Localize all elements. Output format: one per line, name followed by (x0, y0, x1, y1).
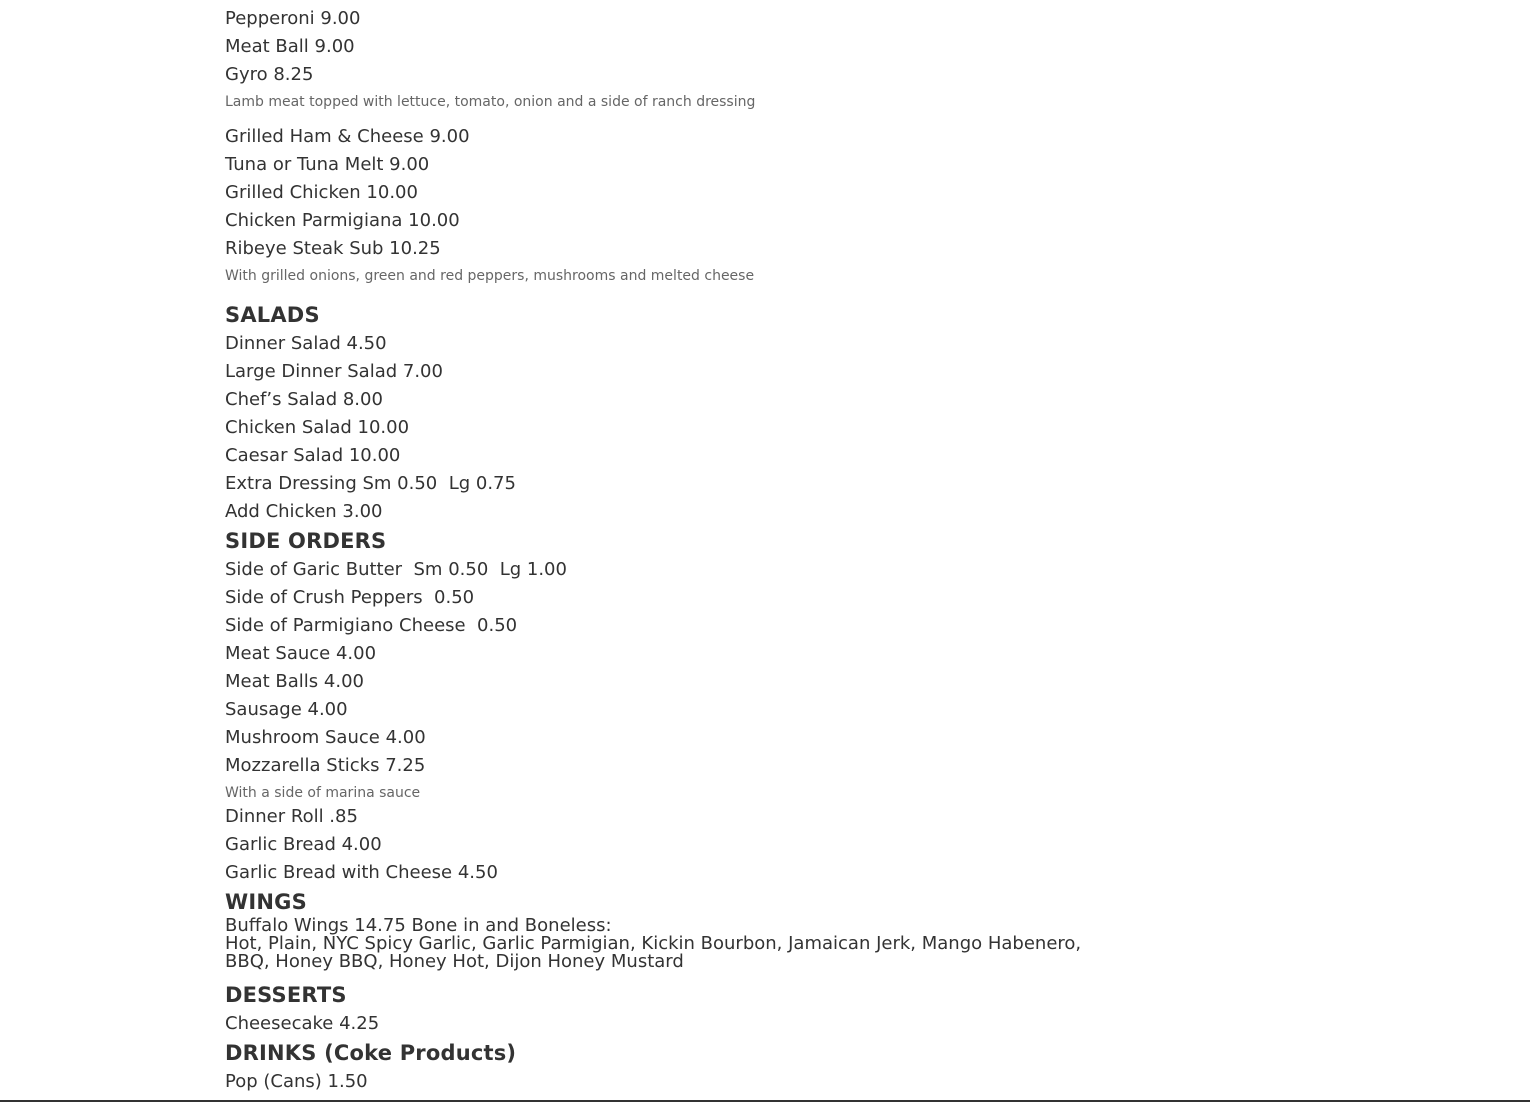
menu-item: Cheesecake 4.25 (225, 1013, 380, 1034)
menu-item: Side of Garic Butter Sm 0.50 Lg 1.00 (225, 559, 567, 580)
section-heading-wings: WINGS (225, 890, 307, 914)
section-heading-salads: SALADS (225, 303, 320, 327)
menu-item: Ribeye Steak Sub 10.25 (225, 238, 441, 259)
wings-line: Buffalo Wings 14.75 Bone in and Boneless: (225, 915, 612, 936)
section-heading-drinks: DRINKS (Coke Products) (225, 1041, 517, 1065)
section-heading-desserts: DESSERTS (225, 983, 347, 1007)
menu-item: Side of Crush Peppers 0.50 (225, 587, 475, 608)
item-description: With grilled onions, green and red peppers, mushrooms and melted cheese (225, 268, 755, 284)
menu-item: Grilled Ham & Cheese 9.00 (225, 126, 470, 147)
menu-item: Extra Dressing Sm 0.50 Lg 0.75 (225, 473, 516, 494)
menu-item: Meat Balls 4.00 (225, 671, 364, 692)
menu-item: Dinner Roll .85 (225, 806, 358, 827)
menu-item: Grilled Chicken 10.00 (225, 182, 418, 203)
menu-item: Large Dinner Salad 7.00 (225, 361, 443, 382)
section-heading-side-orders: SIDE ORDERS (225, 529, 387, 553)
menu-item: Caesar Salad 10.00 (225, 445, 401, 466)
item-description: With a side of marina sauce (225, 785, 421, 801)
menu-item: Chicken Salad 10.00 (225, 417, 410, 438)
menu-item: Tuna or Tuna Melt 9.00 (225, 154, 430, 175)
menu-item: Meat Sauce 4.00 (225, 643, 377, 664)
wings-flavors-line: BBQ, Honey BBQ, Honey Hot, Dijon Honey Mustard (225, 951, 684, 972)
menu-item: Mushroom Sauce 4.00 (225, 727, 426, 748)
menu-item: Sausage 4.00 (225, 699, 348, 720)
item-description: Lamb meat topped with lettuce, tomato, onion and a side of ranch dressing (225, 94, 756, 110)
menu-item: Chicken Parmigiana 10.00 (225, 210, 460, 231)
menu-item: Add Chicken 3.00 (225, 501, 383, 522)
menu-item: Gyro 8.25 (225, 64, 314, 85)
menu-item: Dinner Salad 4.50 (225, 333, 387, 354)
menu-item: Garlic Bread with Cheese 4.50 (225, 862, 498, 883)
wings-flavors-line: Hot, Plain, NYC Spicy Garlic, Garlic Parmigian, Kickin Bourbon, Jamaican Jerk, Mango Habenero, (225, 933, 1082, 954)
menu-item: Chef’s Salad 8.00 (225, 389, 383, 410)
wings-description (225, 917, 1085, 971)
menu-item: Garlic Bread 4.00 (225, 834, 382, 855)
menu-item: Mozzarella Sticks 7.25 (225, 755, 426, 776)
menu-item: Side of Parmigiano Cheese 0.50 (225, 615, 518, 636)
menu-content (225, 5, 1085, 1096)
menu-item: Meat Ball 9.00 (225, 36, 355, 57)
menu-item: Pop (Cans) 1.50 (225, 1071, 368, 1092)
menu-item: Pepperoni 9.00 (225, 8, 361, 29)
